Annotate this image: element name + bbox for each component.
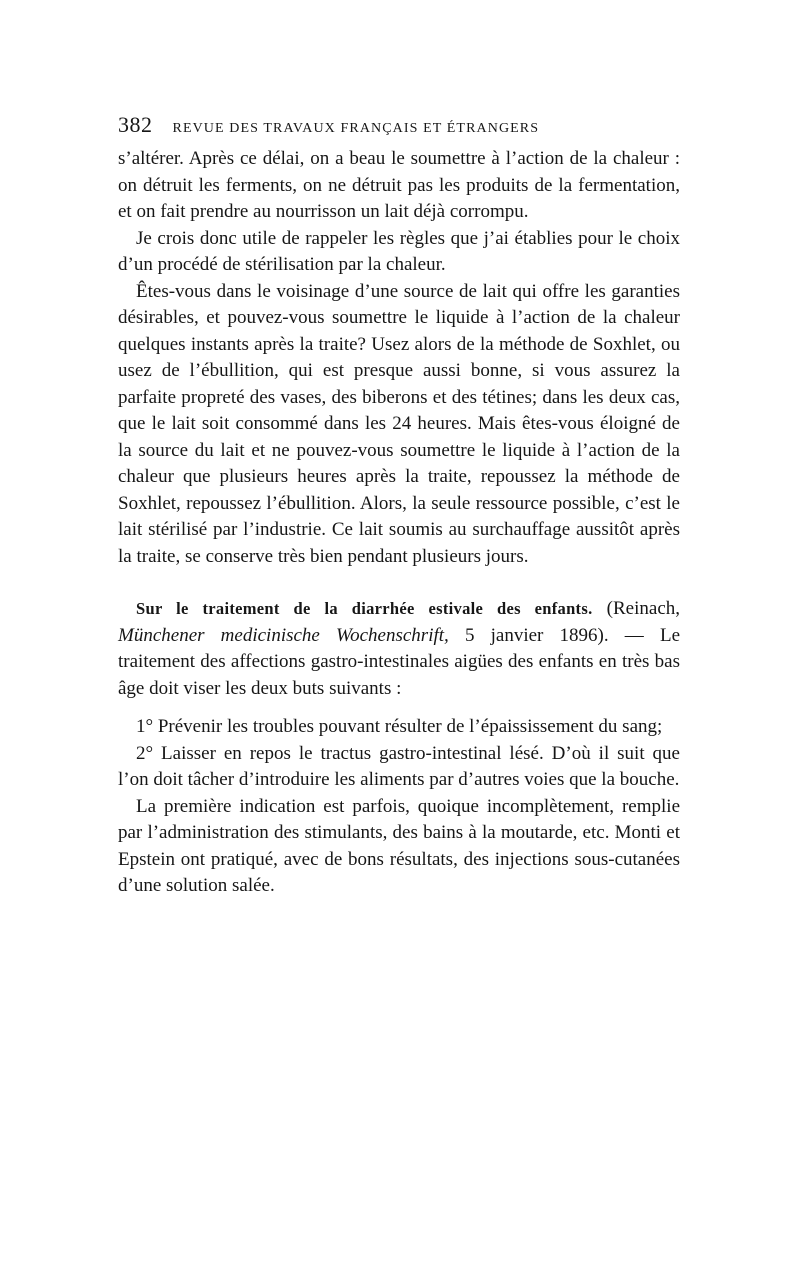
citation-prefix: (Reinach, bbox=[606, 598, 680, 619]
blank-line bbox=[118, 702, 680, 714]
running-title: REVUE DES TRAVAUX FRANÇAIS ET ÉTRANGERS bbox=[172, 121, 540, 136]
article-intro bbox=[118, 596, 680, 702]
section-gap bbox=[118, 570, 680, 596]
journal-name: Münchener medicinische Wochenschrift, bbox=[118, 624, 449, 646]
page-number: 382 bbox=[118, 112, 153, 137]
list-item-1: 1° Prévenir les troubles pouvant résulter de l’épaississement du sang; bbox=[136, 716, 663, 737]
paragraph-sterilization-methods: Êtes-vous dans le voisinage d’une source de lait qui offre les garanties désirables, et pouvez-vous soumettre le liquide à l’action de la chaleur quelques instants après la traite? Usez alors de la méthode de Soxhlet, ou usez de l’ébullition, qui est presque aussi bonne, si vous assurez la parfaite propreté des vases, des biberons et des tétines; dans les deux cas, que le lait soit consommé dans les 24 heures. Mais êtes-vous éloigné de la source du lait et ne pouvez-vous soumettre le liquide à l’action de la chaleur que plusieurs heures après la traite, repoussez la méthode de Soxhlet, repoussez l’ébullition. Alors, la seule ressource possible, c’est le lait stérilisé par l’industrie. Ce lait soumis au surchauffage aussitôt après la traite, se conserve très bien pendant plusieurs jours. bbox=[118, 280, 680, 567]
paragraph-treatment: La première indication est parfois, quoique incomplètement, remplie par l’administration des stimulants, des bains à la moutarde, etc. Monti et Epstein ont pratiqué, avec de bons résultats, des injections sous-cutanées d’une solution salée. bbox=[118, 795, 680, 896]
citation-text: 5 janvier 1896). — Le traitement des affections gastro-intestinales aigües des enfants en très bas âge doit viser les deux buts suivants : bbox=[118, 624, 680, 699]
article-title: Sur le traitement de la diarrhée estivale des enfants. bbox=[136, 599, 593, 618]
paragraph-continuation: s’altérer. Après ce délai, on a beau le soumettre à l’action de la chaleur : on détruit les ferments, on ne détruit pas les produits de la fermentation, et on fait prendre au nourrisson un lait déjà corrompu. bbox=[118, 148, 680, 222]
list-item-2: 2° Laisser en repos le tractus gastro-intestinal lésé. D’où il suit que l’on doit tâcher d’introduire les aliments par d’autres voies que la bouche. bbox=[118, 742, 680, 790]
page-header bbox=[118, 112, 680, 142]
document-page bbox=[118, 112, 680, 900]
paragraph-rules: Je crois donc utile de rappeler les règles que j’ai établies pour le choix d’un procédé de stérilisation par la chaleur. bbox=[118, 227, 680, 275]
